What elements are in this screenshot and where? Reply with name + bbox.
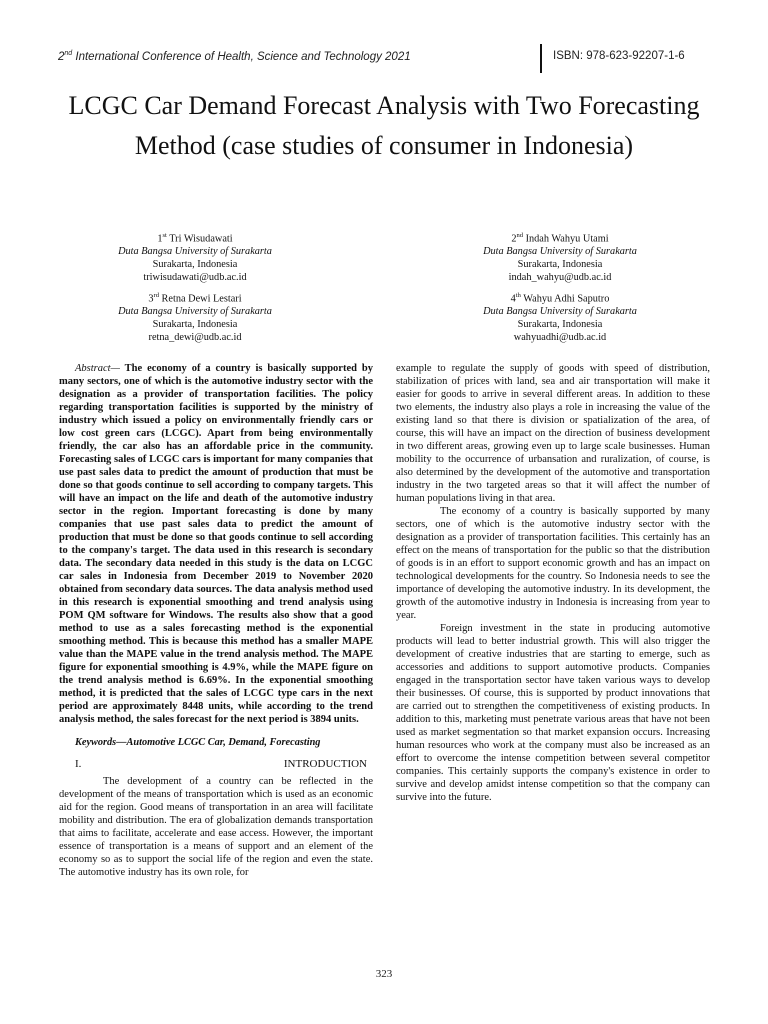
author-block — [35, 289, 355, 344]
paper-title: LCGC Car Demand Forecast Analysis with Two Forecasting Method (case studies of consumer in Indonesia) — [68, 91, 700, 160]
section-title: INTRODUCTION — [283, 758, 367, 770]
body-paragraph: Foreign investment in the state in producing automotive products will lead to better industrial growth. This will also trigger the development of creative industries that are starting to emerge, such as accessories and additions to support automotive products. Companies engaged in the transportation sector have taken various ways to develop their businesses. Of course, this is supported by product innovations that are carried out to strengthen the competitiveness of existing products. In addition to this, marketing must penetrate various areas that have not been used as market segmentation so that market expansion occurs. Increasing human resources who work at the company must also be increased as an effort to overcome the intense competition between several competitor companies. This certainly supports the company's existence in order to survive and develop amidst intense competition so that the company can survive into the future. — [396, 623, 710, 803]
abstract — [59, 362, 373, 726]
author-email: wahyuadhi@udb.ac.id — [513, 332, 607, 344]
keywords — [59, 736, 373, 749]
keywords-text: Automotive LCGC Car, Demand, Forecasting — [126, 737, 321, 748]
conference-ordinal: 2 — [58, 50, 65, 63]
author-location: Surakarta, Indonesia — [517, 319, 603, 331]
header-divider — [540, 44, 542, 73]
author-email: indah_wahyu@udb.ac.id — [508, 272, 612, 284]
conference-ordinal-suffix: nd — [64, 50, 73, 57]
conference-header — [58, 50, 411, 63]
conference-name: International Conference of Health, Science and Technology 2021 — [72, 50, 411, 63]
author-location: Surakarta, Indonesia — [152, 319, 238, 331]
author-email: retna_dewi@udb.ac.id — [148, 332, 242, 344]
keywords-lead: Keywords— — [75, 737, 127, 748]
intro-paragraph: The development of a country can be reflected in the development of the means of transportation which is used as an economic aid for the region. Good means of transportation in an area will facilitate mobility and distribution. The era of globalization demands transportation that aims to facilitate, accelerate and ease access. However, the important essence of transportation is a means of support and an element of the economy so as to support the social life of the region and even the state. The automotive industry has its own role, for — [59, 776, 373, 878]
author-block — [400, 289, 720, 344]
author-affiliation: Duta Bangsa University of Surakarta — [118, 306, 272, 318]
author-affiliation: Duta Bangsa University of Surakarta — [483, 306, 637, 318]
author-name: 3rd Retna Dewi Lestari — [148, 292, 242, 305]
page-number: 323 — [375, 968, 393, 980]
author-block — [400, 229, 720, 284]
abstract-lead: Abstract— — [75, 363, 120, 374]
body-paragraph: example to regulate the supply of goods with speed of distribution, stabilization of prices with land, sea and air transportation will make it easier for goods to arrive in several different areas. In addition to these two elements, the industry also plays a role in increasing the value of the existing land so that there is division or spatialization of the area, of course, this will have an impact on the direction of business development in two different areas, growing even up to large scale businesses. Human mobility to the occurrence of urbansation and ruralization, of course, is also determined by the development of the automotive and transportation industry in the two targeted areas so that it will affect the number of human populations living in that area. — [396, 363, 710, 504]
author-name: 4th Wahyu Adhi Saputro — [510, 292, 610, 305]
right-column — [396, 362, 710, 804]
left-column — [59, 362, 373, 879]
section-heading — [59, 758, 373, 771]
abstract-text: The economy of a country is basically supported by many sectors, one of which is the automotive industry sector with the designation as a provider of transportation facilities. The policy regarding transportation facilities is supported by the ministry of industry which issued a policy on environmentally friendly cars or low cost green cars (LCGC). Apart from being environmentally friendly, the car also has an affordable price in the community. Forecasting sales of LCGC cars is important for many companies that use past sales data to predict the amount of production that must be done so that goods continue to sell according to company targets. This will have an impact on the life and death of the automotive industry sector in the region. Important forecasting is done by many companies that use past sales data to predict the amount of production that must be done so that goods continue to sell according to the company's target. The data used in this research is secondary data. The secondary data needed in this study is the data on LCGC car sales in Indonesia from December 2019 to November 2020 obtained from secondary data sources. The data analysis method used in this research is exponential smoothing and trend analysis using POM QM software for Windows. The results also show that a good method to use as a sales forecasting method is the exponential smoothing method. This is because this method has a smaller MAPE value than the MAPE value in the trend analysis method. The MAPE figure for exponential smoothing is 4.9%, while the MAPE figure on the trend analysis method is 6.69%. In the exponential smoothing method, it is predicted that the sales of LCGC type cars in the next period are approximately 8448 units, while according to the trend analysis method, the sales forecast for the next period is 3894 units. — [59, 363, 373, 725]
body-paragraph: The economy of a country is basically supported by many sectors, one of which is the automotive industry sector with the designation as a provider of transportation facilities. This certainly has an effect on the means of transportation for the public so that the distribution of goods is in an effort to support economic growth and has an impact on technological developments for the country. So Indonesia needs to see the importance of developing the automotive industry. In its development, the growth of the automotive industry in Indonesia is increasing from year to year. — [396, 506, 710, 621]
author-location: Surakarta, Indonesia — [517, 259, 603, 271]
author-block — [35, 229, 355, 284]
author-affiliation: Duta Bangsa University of Surakarta — [118, 246, 272, 258]
isbn-label: ISBN: 978-623-92207-1-6 — [553, 50, 685, 62]
author-name: 2nd Indah Wahyu Utami — [511, 232, 609, 245]
author-location: Surakarta, Indonesia — [152, 259, 238, 271]
author-affiliation: Duta Bangsa University of Surakarta — [483, 246, 637, 258]
author-name: 1st Tri Wisudawati — [157, 232, 233, 245]
author-email: triwisudawati@udb.ac.id — [143, 272, 247, 284]
section-number: I. — [75, 758, 82, 770]
